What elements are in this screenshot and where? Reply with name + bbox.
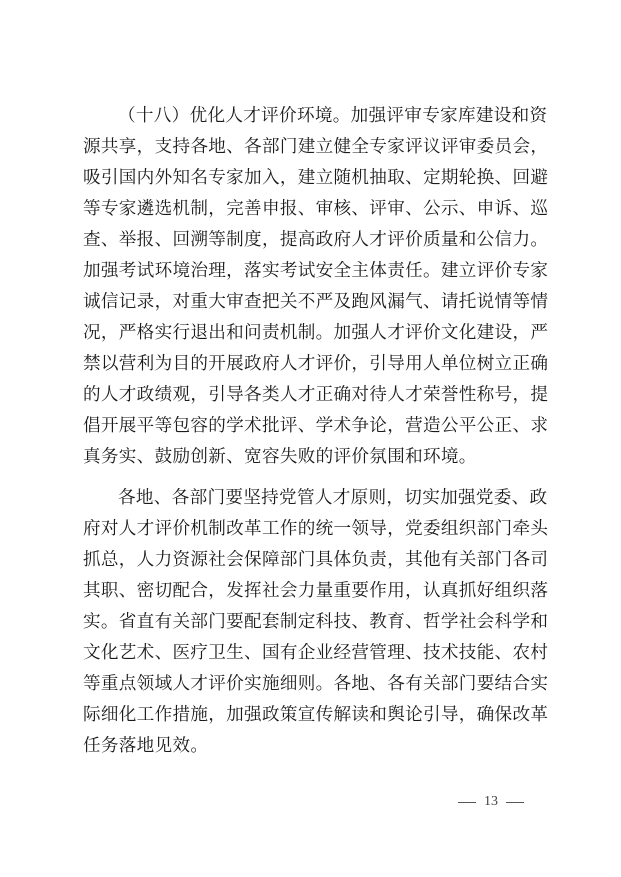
- paragraph-1-line: （十八）优化人才评价环境。加强评审专家库建设和资: [118, 106, 548, 126]
- paragraph-2-line: 实。省直有关部门要配套制定科技、教育、哲学社会科学和: [83, 612, 549, 632]
- paragraph-2-line: 其职、密切配合，发挥社会力量重要作用，认真抓好组织落: [83, 581, 549, 601]
- paragraph-2-line: 抓总，人力资源社会保障部门具体负责，其他有关部门各司: [83, 550, 549, 570]
- paragraph-1-line: 况，严格实行退出和问责机制。加强人才评价文化建设，严: [83, 323, 549, 343]
- page-footer: [458, 792, 558, 812]
- paragraph-1-line: 禁以营利为目的开展政府人才评价，引导用人单位树立正确: [83, 354, 549, 374]
- paragraph-1-line: 的人才政绩观，引导各类人才正确对待人才荣誉性称号，提: [83, 385, 549, 405]
- paragraph-1-line: 倡开展平等包容的学术批评、学术争论，营造公平公正、求: [83, 416, 549, 436]
- paragraph-1-line: 吸引国内外知名专家加入，建立随机抽取、定期轮换、回避: [83, 168, 549, 188]
- paragraph-1-line: 加强考试环境治理，落实考试安全主体责任。建立评价专家: [83, 261, 549, 281]
- paragraph-1-line: 真务实、鼓励创新、宽容失败的评价氛围和环境。: [83, 447, 477, 467]
- paragraph-2-line: 等重点领域人才评价实施细则。各地、各有关部门要结合实: [83, 674, 549, 694]
- paragraph-2-line: 各地、各部门要坚持党管人才原则，切实加强党委、政: [118, 488, 548, 508]
- body-text: [83, 101, 549, 762]
- paragraph-1-line: 等专家遴选机制，完善申报、审核、评审、公示、申诉、巡: [83, 199, 549, 219]
- page-number: 13: [484, 794, 498, 809]
- footer-dash-left: [458, 802, 476, 803]
- paragraph-2-line: 任务落地见效。: [83, 736, 209, 756]
- paragraph-2-line: 文化艺术、医疗卫生、国有企业经营管理、技术技能、农村: [83, 643, 549, 663]
- paragraph-1-line: 查、举报、回溯等制度，提高政府人才评价质量和公信力。: [83, 230, 549, 250]
- paragraph-1-line: 源共享，支持各地、各部门建立健全专家评议评审委员会，: [83, 137, 549, 157]
- paragraph-2-line: 府对人才评价机制改革工作的统一领导，党委组织部门牵头: [83, 519, 549, 539]
- paragraph-1-line: 诚信记录，对重大审查把关不严及跑风漏气、请托说情等情: [83, 292, 549, 312]
- footer-dash-right: [506, 802, 524, 803]
- paragraph-2-line: 际细化工作措施，加强政策宣传解读和舆论引导，确保改革: [83, 705, 549, 725]
